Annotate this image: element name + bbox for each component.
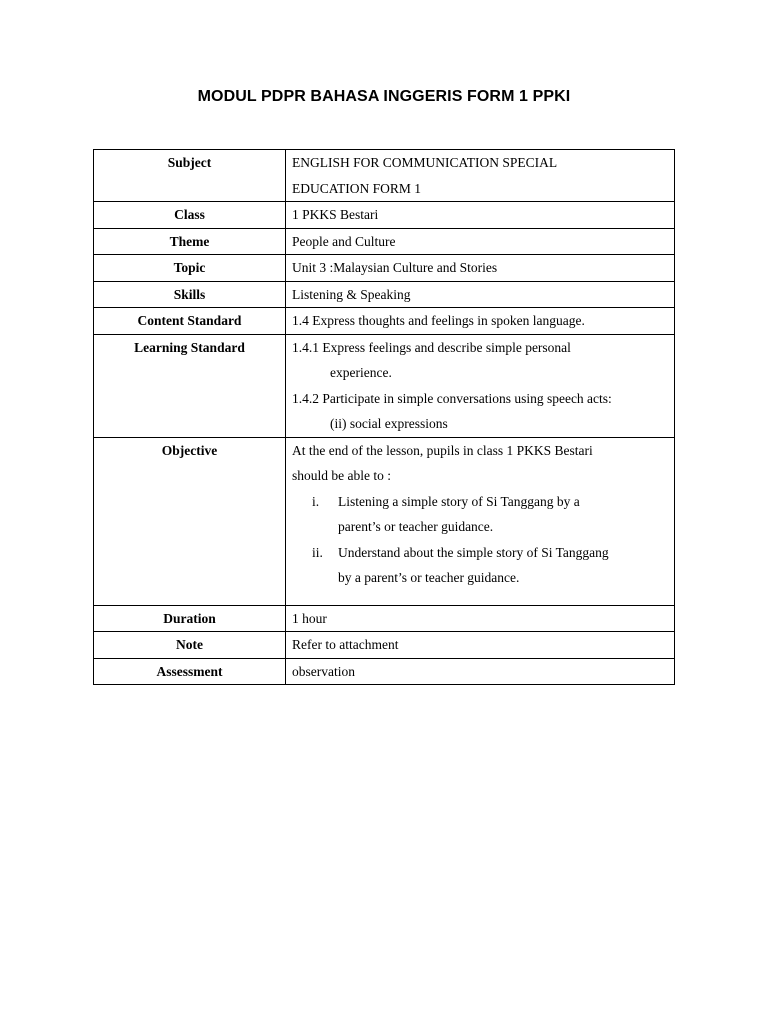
lesson-plan-table — [93, 149, 675, 685]
table-row-objective — [94, 437, 675, 605]
class-value: 1 PKKS Bestari — [286, 202, 675, 229]
objective-item-number: i. — [312, 493, 320, 509]
table-row-theme — [94, 228, 675, 255]
subject-label: Subject — [94, 150, 286, 202]
learning-standard-1-line1: 1.4.1 Express feelings and describe simple personal — [292, 339, 571, 355]
theme-label: Theme — [94, 228, 286, 255]
objective-item-line1: Understand about the simple story of Si Tanggang — [338, 544, 609, 560]
objective-item — [292, 489, 668, 540]
note-label: Note — [94, 632, 286, 659]
class-label: Class — [94, 202, 286, 229]
objective-item-number: ii. — [312, 544, 323, 560]
objective-intro-line2: should be able to : — [292, 468, 391, 483]
table-row-class — [94, 202, 675, 229]
objective-intro-line1: At the end of the lesson, pupils in class 1 PKKS Bestari — [292, 442, 593, 458]
table-row-duration — [94, 605, 675, 632]
skills-label: Skills — [94, 281, 286, 308]
objective-item — [292, 540, 668, 591]
duration-value: 1 hour — [286, 605, 675, 632]
table-row-content-standard — [94, 308, 675, 335]
learning-standard-value — [286, 334, 675, 437]
table-row-learning-standard — [94, 334, 675, 437]
table-row-skills — [94, 281, 675, 308]
topic-value: Unit 3 :Malaysian Culture and Stories — [286, 255, 675, 282]
theme-value: People and Culture — [286, 228, 675, 255]
learning-standard-2-line1: 1.4.2 Participate in simple conversations using speech acts: — [292, 390, 612, 406]
subject-value — [286, 150, 675, 202]
topic-label: Topic — [94, 255, 286, 282]
subject-value-line2: EDUCATION FORM 1 — [292, 180, 422, 196]
note-value: Refer to attachment — [286, 632, 675, 659]
objective-item-line2: parent’s or teacher guidance. — [338, 519, 494, 534]
objective-label: Objective — [94, 437, 286, 605]
document-title: MODUL PDPR BAHASA INGGERIS FORM 1 PPKI — [197, 88, 571, 105]
objective-item-line2: by a parent’s or teacher guidance. — [338, 570, 520, 585]
learning-standard-1-line2: experience. — [330, 365, 392, 380]
table-row-assessment — [94, 658, 675, 685]
subject-value-line1: ENGLISH FOR COMMUNICATION SPECIAL — [292, 155, 558, 170]
learning-standard-2-line2: (ii) social expressions — [330, 416, 448, 431]
learning-standard-label: Learning Standard — [94, 334, 286, 437]
table-row-note — [94, 632, 675, 659]
table-row-topic — [94, 255, 675, 282]
duration-label: Duration — [94, 605, 286, 632]
table-row-subject — [94, 150, 675, 202]
content-standard-value: 1.4 Express thoughts and feelings in spoken language. — [286, 308, 675, 335]
objective-value — [286, 437, 675, 605]
objective-item-line1: Listening a simple story of Si Tanggang by a — [338, 493, 580, 509]
objective-spacer — [292, 591, 668, 605]
content-standard-label: Content Standard — [94, 308, 286, 335]
assessment-label: Assessment — [94, 658, 286, 685]
assessment-value: observation — [286, 658, 675, 685]
skills-value: Listening & Speaking — [286, 281, 675, 308]
